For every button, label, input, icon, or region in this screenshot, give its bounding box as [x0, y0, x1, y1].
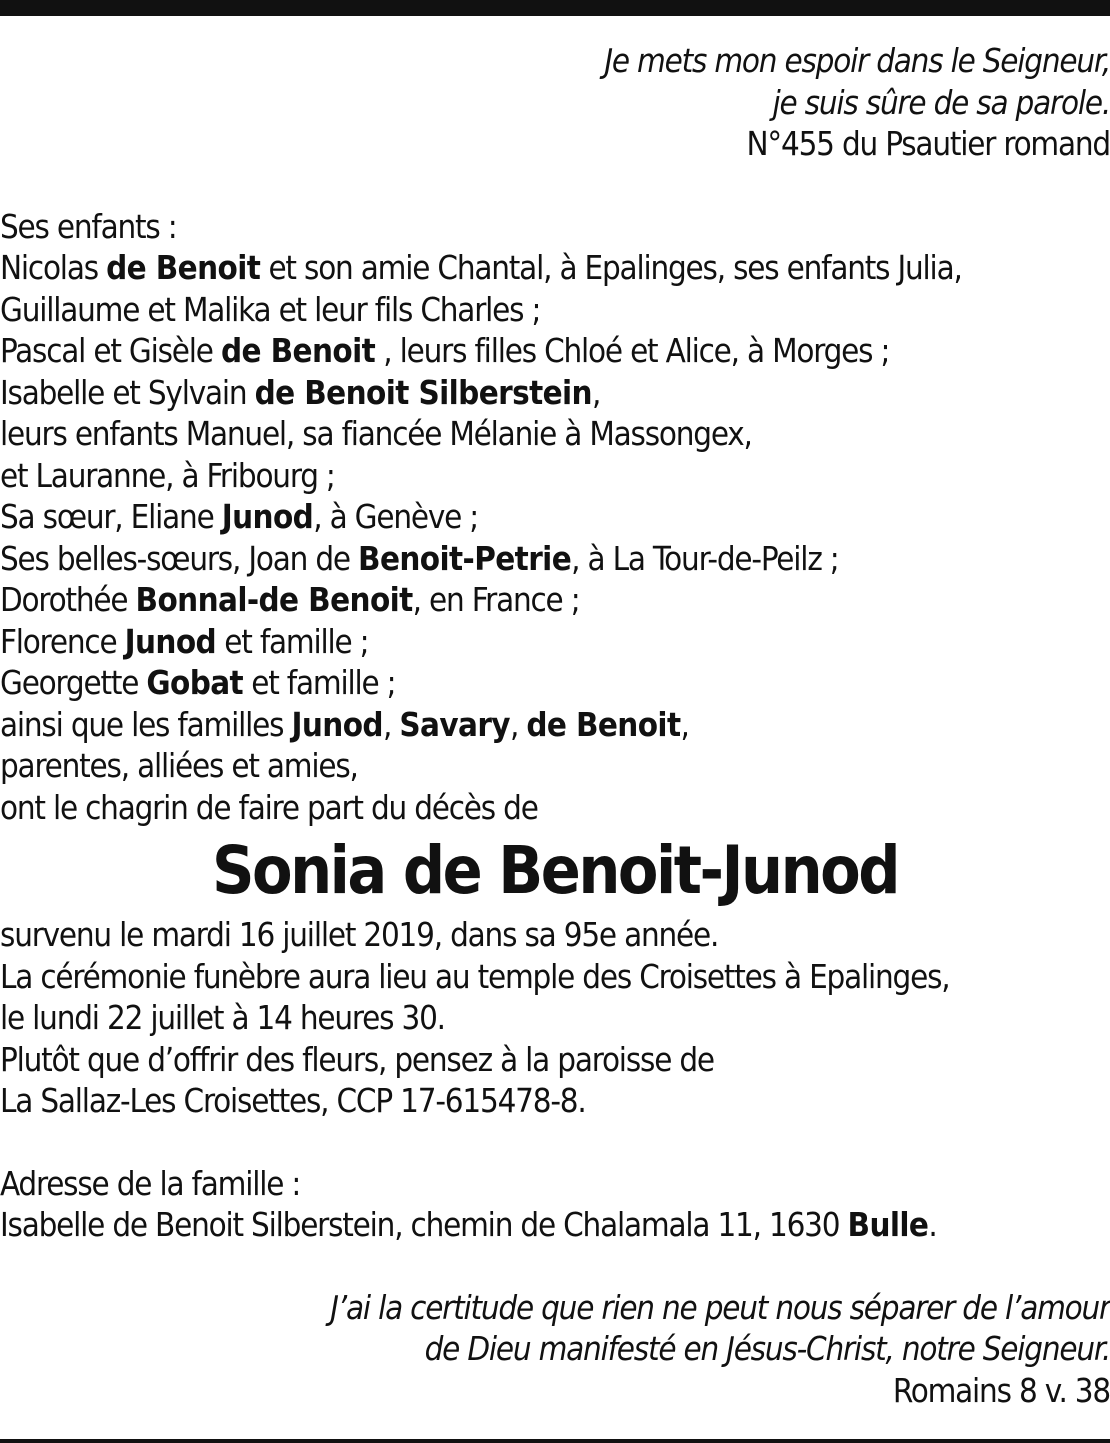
details-line-5: La Sallaz-Les Croisettes, CCP 17-615478-8.: [0, 1081, 586, 1120]
text: Georgette: [0, 663, 147, 702]
text: et famille ;: [216, 621, 369, 661]
surname: Junod: [291, 704, 383, 744]
top-rule: [0, 0, 1110, 16]
family-line-isabelle: [0, 372, 1104, 414]
text: et famille ;: [243, 663, 396, 702]
text: ,: [509, 704, 527, 744]
family-line-sister: [0, 496, 1104, 538]
text: Ses belles-sœurs, Joan de: [0, 538, 359, 578]
text: , à Genève ;: [313, 497, 479, 536]
closing-quote-reference: Romains 8 v. 38: [892, 1370, 1110, 1410]
address-line: [0, 1204, 1104, 1246]
text: Dorothée: [0, 580, 136, 619]
spacer: [0, 1122, 1110, 1163]
family-line-nicolas-cont: Guillaume et Malika et leur fils Charles ;: [0, 289, 541, 329]
text: ,: [680, 704, 689, 744]
closing-quote-line-2: de Dieu manifesté en Jésus-Christ, notre Seigneur.: [424, 1329, 1110, 1368]
opening-quote-line-1: Je mets mon espoir dans le Seigneur,: [604, 41, 1110, 80]
surname: Savary: [399, 704, 510, 744]
opening-quote-reference: N°455 du Psautier romand: [746, 124, 1110, 163]
surname: de Benoit Silberstein: [254, 372, 592, 412]
city: Bulle: [847, 1205, 929, 1244]
family-line-pascal: [0, 330, 1104, 372]
details-line-4: Plutôt que d’offrir des fleurs, pensez à la paroisse de: [0, 1039, 714, 1079]
deceased-name: Sonia de Benoit-Junod: [211, 832, 899, 909]
closing-quote-line-1: J’ai la certitude que rien ne peut nous séparer de l’amour: [330, 1287, 1110, 1327]
text: ainsi que les familles: [0, 704, 292, 744]
text: .: [928, 1205, 937, 1244]
text: , leurs filles Chloé et Alice, à Morges ;: [375, 331, 890, 370]
family-line-families: [0, 704, 1104, 746]
text: ,: [382, 704, 400, 744]
details-line-2: La cérémonie funèbre aura lieu au temple des Croisettes à Epalinges,: [0, 956, 950, 996]
family-line-sisters-in-law: [0, 538, 1104, 580]
text: et son amie Chantal, à Epalinges, ses enfants Julia,: [260, 248, 962, 287]
surname: de Benoit: [220, 331, 376, 370]
family-line-florence: [0, 621, 1104, 663]
address-heading: Adresse de la famille :: [0, 1163, 301, 1203]
text: , en France ;: [412, 580, 580, 619]
surname: de Benoit: [106, 248, 261, 287]
family-line-isabelle-cont-2: et Lauranne, à Fribourg ;: [0, 455, 335, 495]
text: Nicolas: [0, 248, 107, 287]
family-heading: Ses enfants :: [0, 206, 177, 246]
text: Isabelle de Benoit Silberstein, chemin de Chalamala 11, 1630: [0, 1205, 848, 1244]
spacer: [0, 165, 1110, 206]
text: Isabelle et Sylvain: [0, 372, 255, 412]
text: Florence: [0, 621, 125, 661]
family-line-georgette: [0, 662, 1104, 704]
surname: Bonnal-de Benoit: [135, 580, 413, 619]
opening-quote-line-2: je suis sûre de sa parole.: [772, 82, 1110, 122]
family-line-nicolas: [0, 247, 1104, 289]
text: ,: [591, 372, 601, 412]
surname: Benoit-Petrie: [358, 538, 572, 578]
bottom-rule: [0, 1439, 1110, 1443]
spacer: [0, 1246, 1110, 1287]
family-line-dorothee: [0, 579, 1104, 621]
family-line-relatives: parentes, alliées et amies,: [0, 746, 358, 785]
text: Sa sœur, Eliane: [0, 497, 222, 536]
surname: de Benoit: [526, 704, 681, 744]
details-line-1: survenu le mardi 16 juillet 2019, dans sa 95e année.: [0, 915, 719, 954]
announcement-line: ont le chagrin de faire part du décès de: [0, 787, 538, 827]
text: Pascal et Gisèle: [0, 331, 221, 370]
family-line-isabelle-cont-1: leurs enfants Manuel, sa fiancée Mélanie à Massongex,: [0, 414, 752, 453]
obituary-notice: [0, 40, 1110, 1411]
surname: Gobat: [146, 663, 244, 702]
text: , à La Tour-de-Peilz ;: [571, 538, 839, 578]
surname: Junod: [124, 621, 217, 661]
details-line-3: le lundi 22 juillet à 14 heures 30.: [0, 998, 445, 1037]
surname: Junod: [221, 497, 314, 536]
